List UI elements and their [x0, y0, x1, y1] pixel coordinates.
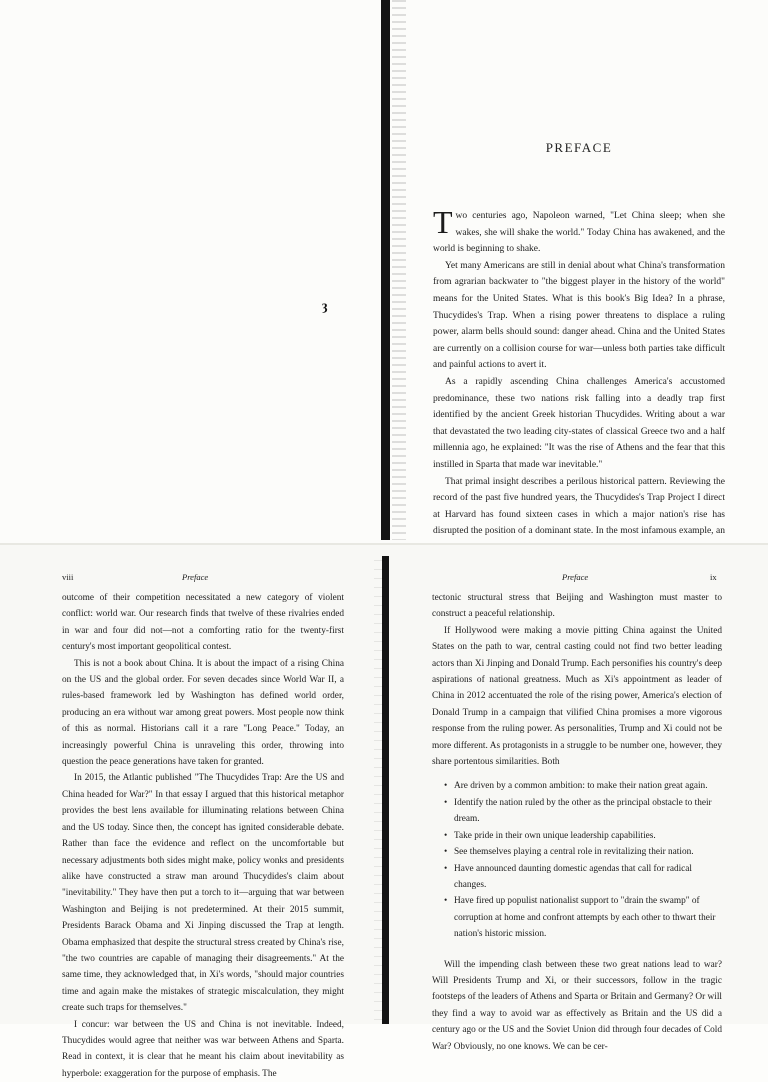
page-ix — [432, 572, 722, 1055]
paragraph: As a rapidly ascending China challenges America's accustomed predominance, these two nations risk falling into a deadly trap first identified by the ancient Greek historian Thucydides. Writing about a war that devastated the two leading city-states of classical Greece two and a half millennia ago, he explained: "It was the rise of Athens and the fear that this instilled in Sparta that made war inevitable." — [433, 376, 725, 470]
list-item: • Have fired up populist nationalist support to "drain the swamp" of corruption at home and confront attempts by each other to thwart their nation's historic mission. — [444, 893, 722, 942]
paragraph: In 2015, the Atlantic published "The Thucydides Trap: Are the US and China headed for War?" In that essay I argued that this historical metaphor provides the best lens available for illuminating relations between China and the US today. Since then, the concept has ignited considerable debate. Rather than face the evidence and reflect on the uncomfortable but necessary adjustments both sides might make, policy wonks and presidents alike have constructed a straw man around Thucydides's claim about "inevitability." They have then put a torch to it—arguing that war between Washington and Beijing is not predetermined. At their 2015 summit, Presidents Barack Obama and Xi Jinping discussed the Trap at length. Obama emphasized that despite the structural stress created by China's rise, "the two countries are capable of managing their disagreements." At the same time, they acknowledged that, in Xi's words, "should major countries time and again make the mistakes of strategic miscalculation, they might create such traps for themselves." — [62, 773, 344, 1014]
running-head — [62, 572, 344, 588]
stray-mark: ȝ — [322, 299, 328, 314]
paragraph: Yet many Americans are still in denial about what China's transformation from agrarian backwater to "the biggest player in the history of the world" means for the United States. What is this book's Big Idea? In a phrase, Thucydides's Trap. When a rising power threatens to displace a ruling power, alarm bells should sound: danger ahead. China and the United States are currently on a collision course for war—unless both parties take difficult and painful actions to avert it. — [433, 260, 725, 371]
list-item: • Have announced daunting domestic agendas that call for radical changes. — [444, 861, 722, 894]
chapter-title: PREFACE — [545, 140, 613, 155]
paragraph: outcome of their competition necessitated a new category of violent conflict: world war. Our research finds that twelve of these rivalries ended in war and four did not—not a comforting ratio for the twenty-first century's most important geopolitical contest. — [62, 593, 344, 653]
paragraph: That primal insight describes a perilous historical pattern. Reviewing the record of the past five hundred years, the Thucydides's Trap Project I direct at Harvard has found sixteen cases in which a major nation's rise has disrupted the position of a dominant state. In the most infamous example, an — [433, 476, 725, 537]
list-item: • Are driven by a common ambition: to make their nation great again. — [444, 778, 722, 794]
paragraph: tectonic structural stress that Beijing and Washington must master to construct a peaceful relationship. — [432, 593, 722, 620]
book-gutter — [381, 0, 390, 540]
paragraph: If Hollywood were making a movie pitting China against the United States on the path to war, central casting could not find two better leading actors than Xi Jinping and Donald Trump. Each personifies his country's deep aspirations of national greatness. Much as Xi's appointment as leader of China in 2012 accentuated the role of the rising power, America's election of Donald Trump in a campaign that vilified China promises a more vigorous response from the ruling power. As personalities, Trump and Xi could not be more different. As protagonists in a struggle to be number one, however, they share portentous similarities. Both — [432, 625, 722, 768]
list-item: • Take pride in their own unique leadership capabilities. — [444, 828, 722, 844]
page-number: ix — [710, 572, 717, 582]
scan-noise — [374, 560, 384, 1020]
paragraph: This is not a book about China. It is about the impact of a rising China on the US and the global order. For seven decades since World War II, a rules-based framework led by Washington has defined world order, producing an era without war among great powers. Most people now think of this as normal. Historians call it a rare "Long Peace." Today, an increasingly powerful China is unraveling this order, throwing into question the peace generations have taken for granted. — [62, 658, 344, 768]
opening-paragraph — [433, 204, 725, 258]
preface-first-page — [433, 130, 725, 573]
bullet-list — [432, 778, 722, 942]
paragraph-text: wo centuries ago, Napoleon warned, "Let China sleep; when she wakes, she will shake the world." Today China has awakened, and the world is beginning to shake. — [433, 211, 725, 255]
page-number: viii — [62, 572, 74, 582]
running-head — [432, 572, 722, 588]
list-item: • Identify the nation ruled by the other as the principal obstacle to their dream. — [444, 795, 722, 828]
running-title: Preface — [182, 572, 209, 582]
scan-noise — [392, 0, 406, 540]
paragraph: Will the impending clash between these two great nations lead to war? Will Presidents Trump and Xi, or their successors, follow in the tragic footsteps of the leaders of Athens and Sparta or Britain and Germany? Or will they find a way to avoid war as effectively as Britain and the US did a century ago or the US and the Soviet Union did through four decades of Cold War? Obviously, no one knows. We can be cer- — [432, 959, 722, 1052]
paragraph: I concur: war between the US and China is not inevitable. Indeed, Thucydides would agree that neither was war between Athens and Sparta. Read in context, it is clear that he meant his claim about inevitability as hyperbole: exaggeration for the purpose of emphasis. The — [62, 1019, 344, 1079]
running-title: Preface — [562, 572, 589, 582]
list-item: • See themselves playing a central role in revitalizing their nation. — [444, 844, 722, 860]
page-viii — [62, 572, 344, 1082]
drop-cap: T — [433, 204, 453, 240]
